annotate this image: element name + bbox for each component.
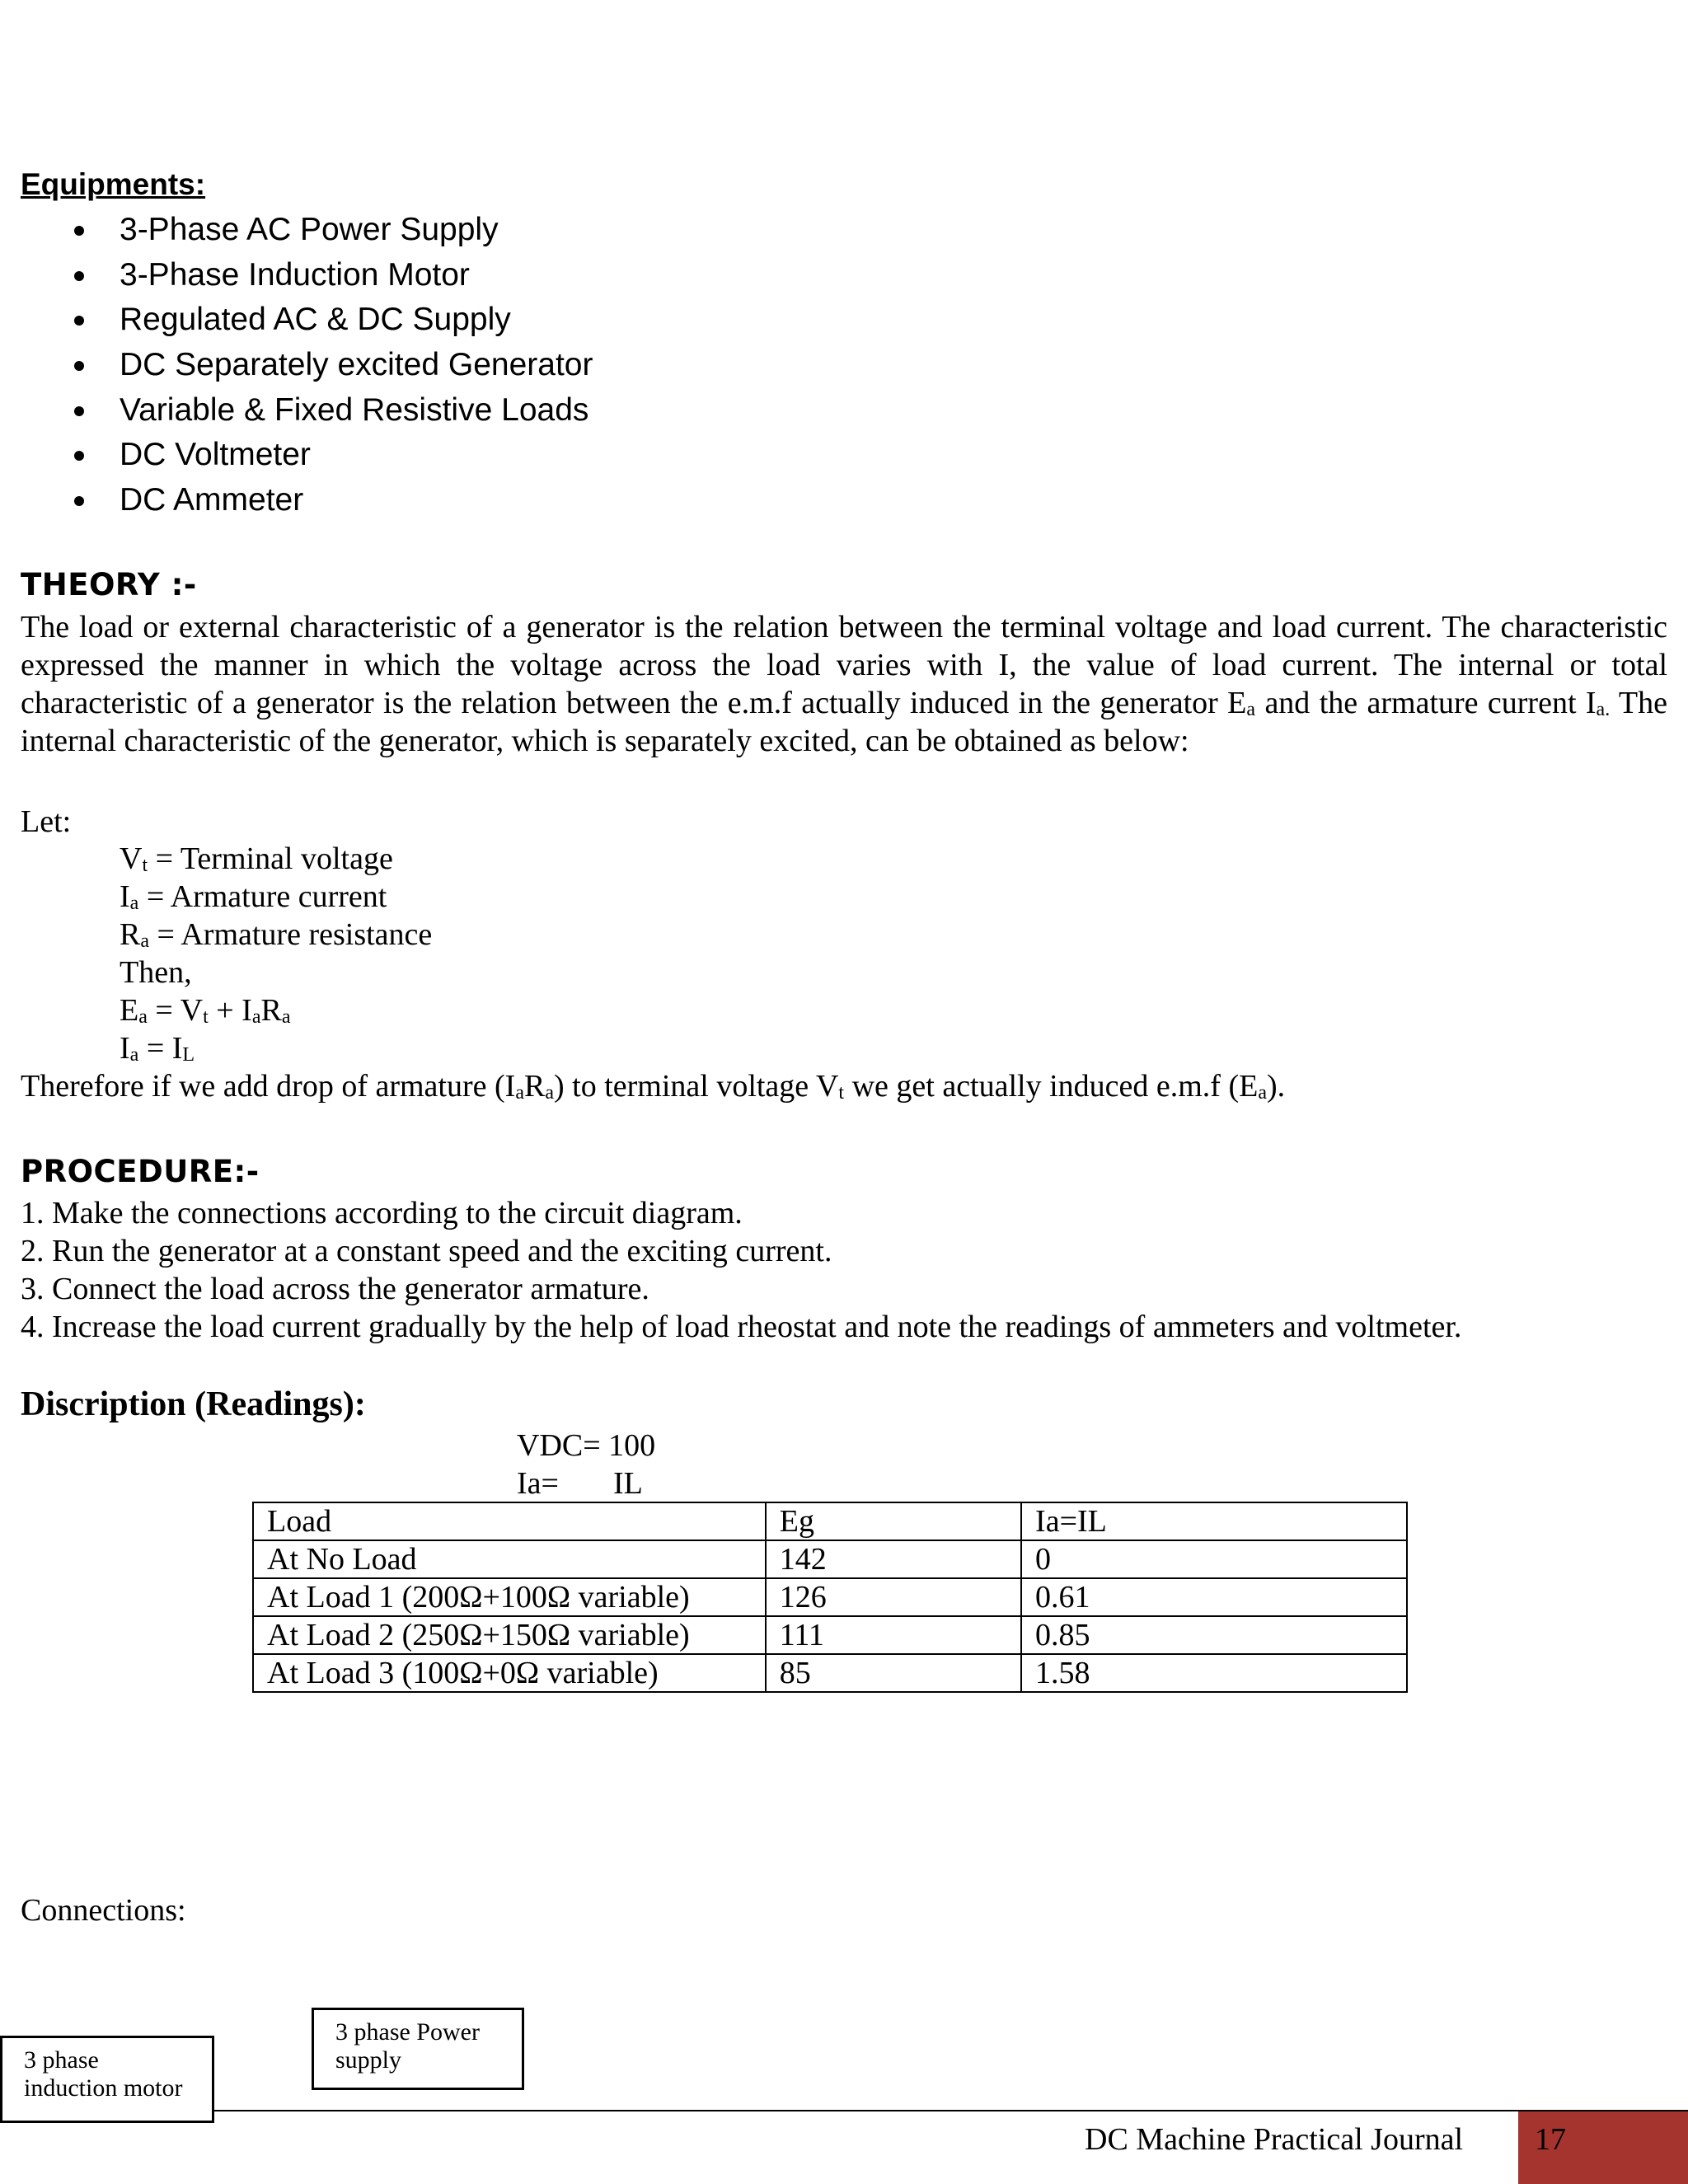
equation-ea: $E_a = V_t + I_aR_a$ (120, 993, 291, 1028)
table-cell: 0 (1021, 1540, 1407, 1578)
ia-line (517, 1465, 643, 1502)
procedure-step: 1. Make the connections according to the circuit diagram. (21, 1196, 743, 1230)
table-cell: 126 (766, 1578, 1021, 1616)
procedure-heading: PROCEDURE:- (21, 1154, 260, 1189)
page-number: 17 (1535, 2122, 1566, 2157)
table-row (253, 1540, 1407, 1578)
bullet-icon (74, 451, 84, 461)
table-cell: At Load 3 (100Ω+0Ω variable) (253, 1654, 766, 1692)
equipments-heading: Equipments: (21, 167, 206, 201)
table-row (253, 1654, 1407, 1692)
footer-title: DC Machine Practical Journal (1085, 2122, 1464, 2157)
subscript: a. (1596, 699, 1611, 720)
definition-vt: $V_t$ = Terminal voltage (120, 841, 393, 876)
procedure-step: 4. Increase the load current gradually by the help of load rheostat and note the readings of ammeters and voltmeter. (21, 1310, 1462, 1344)
vdc-value: VDC= 100 (517, 1428, 656, 1463)
theory-text: and the armature current I (1255, 686, 1597, 720)
table-cell: 111 (766, 1616, 1021, 1654)
theory-text: The load or external characteristic of a generator is the relation between the terminal voltage and load current. The characteristic expressed the manner in which the voltage across the load varies with I, the value of load current. The internal or total characteristic of a generator is the relation between the e.m.f actually induced in the generator E (21, 610, 1667, 720)
equipment-item-text: 3-Phase Induction Motor (120, 256, 470, 293)
equipment-item-text: 3-Phase AC Power Supply (120, 212, 499, 247)
therefore-sentence: Therefore if we add drop of armature $(I_aR_a)$ to terminal voltage $V_t$ we get actually induced e.m.f $(E_a)$. (21, 1069, 1286, 1104)
readings-table (252, 1502, 1408, 1693)
table-header-row (253, 1502, 1407, 1540)
supply-label-line: supply (335, 2046, 402, 2074)
table-row (253, 1616, 1407, 1654)
theory-paragraph (21, 608, 1667, 760)
table-cell: 1.58 (1021, 1654, 1407, 1692)
power-supply-box (312, 2008, 524, 2090)
header-cell: Eg (766, 1502, 1021, 1540)
footer-divider (214, 2110, 1688, 2111)
bullet-icon (74, 316, 84, 326)
let-label: Let: (21, 804, 72, 839)
induction-motor-box (0, 2036, 214, 2123)
equipment-item-text: DC Ammeter (120, 482, 304, 518)
table-cell: 0.85 (1021, 1616, 1407, 1654)
equipment-item-text: Regulated AC & DC Supply (120, 302, 511, 338)
motor-label-line: 3 phase (24, 2046, 99, 2074)
table-cell: 142 (766, 1540, 1021, 1578)
definition-ra: $R_a$ = Armature resistance (120, 917, 433, 952)
table-cell: At Load 1 (200Ω+100Ω variable) (253, 1578, 766, 1616)
table-cell: At Load 2 (250Ω+150Ω variable) (253, 1616, 766, 1654)
procedure-step: 3. Connect the load across the generator armature. (21, 1272, 649, 1306)
bullet-icon (74, 406, 84, 416)
table-row (253, 1578, 1407, 1616)
definition-ia: $I_a$ = Armature current (120, 879, 387, 914)
table-cell: At No Load (253, 1540, 766, 1578)
equation-ia: $I_a = I_L$ (120, 1031, 195, 1066)
header-cell: Load (253, 1502, 766, 1540)
connections-label: Connections: (21, 1893, 186, 1928)
table-cell: 85 (766, 1654, 1021, 1692)
ia-value: IL (612, 1466, 643, 1501)
bullet-icon (74, 226, 84, 236)
theory-heading: THEORY :- (21, 567, 197, 602)
subscript: a (1246, 699, 1256, 720)
table-cell: 0.61 (1021, 1578, 1407, 1616)
motor-label-line: induction motor (24, 2074, 183, 2102)
then-label: Then, (120, 955, 192, 990)
bullet-icon (74, 361, 84, 371)
bullet-icon (74, 496, 84, 506)
equipment-item-text: DC Separately excited Generator (120, 347, 593, 383)
procedure-step: 2. Run the generator at a constant speed and the exciting current. (21, 1234, 832, 1268)
bullet-icon (74, 271, 84, 281)
header-cell: Ia=IL (1021, 1502, 1407, 1540)
theory-text: The internal characteristic of the generator, which is separately excited, can be obtained as below: (21, 686, 1667, 758)
readings-heading: Discription (Readings): (21, 1385, 366, 1423)
supply-label-line: 3 phase Power (335, 2018, 480, 2046)
ia-label: Ia= (517, 1466, 559, 1501)
equipment-item-text: Variable & Fixed Resistive Loads (120, 391, 589, 428)
equipment-item-text: DC Voltmeter (120, 437, 311, 473)
